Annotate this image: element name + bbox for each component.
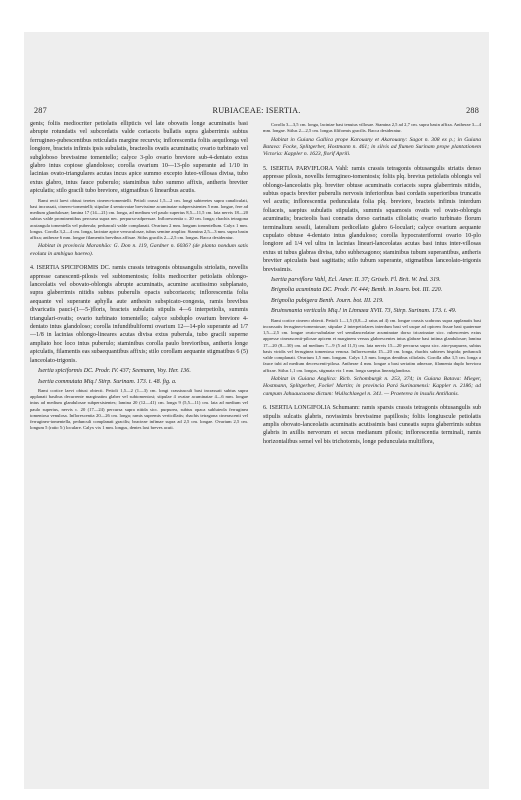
species-4-citation-1: Isertia spiciformis DC. Prodr. IV. 437; Seemann, Voy. Her. 136. bbox=[38, 368, 191, 375]
running-header bbox=[24, 106, 489, 120]
species-5-citation-1: Isertia parviflora Vahl, Ecl. Amer. II. 37; Griseb. Fl. Brit. W. Ind. 319. bbox=[271, 277, 441, 283]
description-continuation: Corolla 3—3,5 cm. longa, laciniae basi tenuius villosae. Stamina 2,5 ad 2,7 cm. supra basin affixa. Antherae 3—4 mm. longae. Stilus 2—2,5 cm. longus filiformis gracilis. Bacca desideratur. bbox=[263, 122, 481, 134]
species-4-detailed-description: Rami cortice laevi obtusi obtecti. Petioli 1,5—2 (1—3) cm. longi crassiusculi basi incrassati subtus supra applanati basibus decurrente marginatim glaber vel subtomentosi; stipulae 4 ovatae acuminatae 4—6 mm. longae intus ad medium glandulosae subpersistentes; lamina 20 (12—41) cm. longa 9 (5,5—11) cm. lata ad medium vel paulo superius, nervis c. 20 (17—24) percursa supra nitida sicc. purpurea, subtus opaca subluteola ferruginea tomentosa venulosa. Inflorescentia 20—26 cm. longa; ramis supremis verticillatis; rhachis tetragona cinerascenti vel ferrugineo-tomentella, pedunculi complanati gracilis; bracteae infimae supra ad 2,5 cm. longae. Ovarium 2,5 cm. longum 5 (ratio 5:) loculare. Calyx vix 1 mm. longus, dentes laxi breves acuti. bbox=[30, 387, 248, 431]
habitat-note: Habitat in Guiana Gallica prope Karouany et Akarouany: Sagot n. 308 ex p.; in Guiana Batava: Focke, Splitgerber, Hostmann n. 461; in silvis ad flumen Surinam prope plantationem Victoria: Kappler n. 1623, florif Aprili. bbox=[263, 136, 481, 158]
species-4-number: 4. bbox=[30, 265, 35, 272]
species-4-entry bbox=[30, 264, 248, 365]
species-4-description: ramis crassis tetragonis obtusangulis striolatis, novellis appresse canescenti-pilosis vel subtomentosis; foliis mediocriter petiolatis oblongo-lanceolatis vel obovato-oblongis abrupte acuminatis, acumine acutissimo subplanato, supra glaberrimis nitidis subtus puberulis opacis subcoriaceis; inflorescentia folia aequante vel superante aphylla aute anthesin subspicato-congesta, ramis brevibus divaricatis pauci-(1—5-)floris, bracteis subulatis stipulis 4—6 interpetiolis, summis triangulari-ovatis; ovario turbinato tomentello; calyce subduplo ovarium breviore 4-dentato intus glandoloso; corolla infundibuliformi ovarium 12—14-plo superante ad 1/7—1/8 in lacinias oblongo-lineares acutas divisa extus puberula, tubo gracili superne ampliato hoc loco intus puberulo; staminibus corolla paulo brevioribus, antheris longe apiculatis, filamentis eas subaequantibus affixis; stilo corollam aequante stigmatibus 6 (5) lanceolato-trigonis. bbox=[30, 265, 248, 364]
species-5-name: ISERTIA PARVIFLORA Vahl bbox=[270, 165, 347, 172]
species-5-entry bbox=[263, 165, 481, 274]
species-4-citation-2: Isertia commutata Miq.! Stirp. Surinam. 173. t. 48. fig. a. bbox=[38, 378, 177, 385]
right-column bbox=[263, 120, 481, 780]
species-6-name: ISERTIA LONGIFOLIA Schumann bbox=[269, 405, 359, 412]
detailed-description: Rami recti laevi obtusi teretes cinereo-tomentelli. Petioli crassi 1,5—2 cm. longi subteretes supra canaliculati, basi incrassati, cinereo-tomentelli; stipulae 4 semiovatae brevissime acuminatae subpersistentes 5 mm. longae, fere ad medium glandulosae; lamina 17 (14—21) cm. longa, ad medium vel paulo superius 8,5—11,5 cm. lata nervis 18—20 subtus valde prominentibus percursa supra nec. perpurso-adpressae. Inflorescentia c. 20 cm. longa; rhachis tetragona acutangula tomentella vel puberula; pedunculi valde complanati. Ovarium 2 mm. longum tomentellum. Calyx 1 mm. longus. Corolla 3,2—4 cm. longa, laciniae apice verruculosae, tubus semine amplior. Stamina 2,5—3 mm. supra basin affixa; antherae 6 mm. longae filamentis brevibus affixae. Stilus gracilis 2—2,5 cm. longus. Bacca desideratur. bbox=[30, 197, 248, 241]
running-title: RUBIACEAE: ISERTIA. bbox=[212, 106, 301, 115]
species-5-citation-2: Brignolia acuminata DC. Prodr. IV. 444; Benth. in Journ. bot. III. 220. bbox=[271, 287, 443, 294]
habitat-note: Habitat in provincia Maranhão: G. Don n. 119, Gardner n. 6036? (de planta nondum satis evoluta in ambiguo haereo). bbox=[30, 243, 248, 257]
species-6-description: : ramis sparsis crassis tetragonis obtusangulis sub stipulis sulcatis glabris, novissimis brevissime papillosis; foliis longiuscule petiolatis amplis obovato-lanceolatis acuminatis acutissimis basi cuneatis supra glaberrimis subtus glabris in axillis nervorum et secus medianum pilosis; inflorescentia terminali, ramis horizontalibus semel vel bis trichotomis, longe pedunculata multiflora, bbox=[263, 405, 481, 445]
left-column bbox=[30, 120, 248, 780]
species-4-name: ISERTIA SPICIFORMIS DC. bbox=[36, 265, 111, 272]
page-number-left: 287 bbox=[34, 106, 47, 115]
species-5-citation-3: Brignolia pubigera Benth. Journ. bot. III. 219. bbox=[271, 297, 384, 304]
book-page bbox=[24, 32, 489, 789]
species-5-citation-4: Bruinsmania verticalis Miq.! in Linnaea XVII. 73, Stirp. Surinam. 173. t. 49. bbox=[271, 308, 457, 315]
species-5-detailed-description: Rami cortice cinereo obtecti. Petioli 1—1,5 (0,8—2 raius ad 4) cm. longae crassis scabrous supra applanatis basi incrassatis ferrugineo-tomentosae; stipulae 2 interpetiolares interdum basi vel usque ad opicem fissae basi quaternae 1,5—2,5 cm. longae ovato-subulatae vel semilanceolatae acuminatae dorso tricarinatae sicc. rubescentes extus appresse cinerascenti-pilosae apicem et marginem versus glabrescentes intus glabrae basi intima glandulosae; lamina 17—20 (8—30) cm. ad medium 7—9 (5 ad 11,5) cm. lata nervis 15—20 percursa supra sicc. atro-purpurea, subtus basis viridis vel ferruginea tomentosa venosa. Inflorescentia 15—20 cm. longa, rhachis subteres hispida; pedunculi valde complanati. Ovarium 1,5 mm. longum. Calyx 1,5 mm. longus dentibus ciliolatis. Corolla alba 1,5 cm. longa a fauce tubi ad medium decrescenti-pilosa. Antherae 4 mm. longae a basi seriatim adnexae, filamenta duplo breviora affixae. Stilus 1,1 cm. longus, stigmata vix 1 mm. longa saepius lineariglandosa. bbox=[263, 317, 481, 373]
page-number-right: 288 bbox=[466, 106, 479, 115]
species-5-number: 5. bbox=[263, 165, 268, 172]
species-5-description: : ramis crassis tetragonis obtusangulis striatis denso appresse pilosis, novellis ferrugineo-tomentosis; foliis plq. brevius petiolatis oblongis vel oblongo-lanceolatis plq. breviter obtuse acuminatis coriaceis supra glaberrimis nitidis, subtus opacis breviter puberulis nervosis inferioribus basi cordatis superioribus truncatis vel acutis; inflorescentia pedunculata folia plq. breviore, bracteis infimis interdum foliaceis, saepius subulatis stipulatis, summis squamosis ovatis vel ovato-oblongis acuminatis; bracteolis basi connatis dorso carinatis ciliolatis; ovario turbinato florum terminalium sessili, lateralium pedicellato glabro 6-loculari; calyce ovarium aequante cupulato obtuse 4-dentato intus glanduloso; corolla hypocrateriformi ovario 10-plo longiore ad 1/4 vel ultra in lacinias lineari-lanceolatas acutas basi intus inter-villosas extus ut tubus glabras divisa, tubo subhexagono; staminibus tubum superantibus, antheris breviter apiculatis basi sagittatis; stilo tubum superante, stigmatibus lanceolato-trigonis brevissimis. bbox=[263, 165, 481, 273]
species-5-habitat: Habitat in Guiana Anglica: Rich. Schomburgk n. 253, 374; in Guiana Batava: Mieger, Hostmann, Splitgerber, Focke! Martin; in provincia Pará Surinamensi: Kappler n. 2186; ad campum Jahuaucuoma dictum: Wullschlaegel n. 341. — Praeterea in insulis Antillanis. bbox=[263, 375, 481, 397]
description-continuation: genis; foliis mediocriter petiolatis ellipticis vel late obovatis longe acuminatis basi abrupte rotundatis vel subcordatis valde coriaceis bullatis supra glaberrimis subtus ferrugineo-pubescentibus reticulatis margine recurvis; inflorescentia foliis aequilonga vel longiore, bracteis infimis ipsis subulatis, bracteolis ovatis acuminatis; ovario turbinato vel subgloboso brevissime tomentello; calyce 3-plo ovario breviore sub-4-dentato extus glabro intus copiose glandoloso; corolla ovarium 10—13-plo superante ad 1/10 in lacinias ovato-triangulares acutas incus apice summo excepto luteo-villosas divisa, tubo extus glabro, intus fauce puberulo; staminibus tubo summo affixis, antheris breviter apiculatis; stilo gracili tubo breviore, stigmatibus 6 linearibus acutis. bbox=[30, 121, 248, 195]
species-6-number: 6. bbox=[263, 405, 268, 412]
species-6-entry bbox=[263, 404, 481, 446]
